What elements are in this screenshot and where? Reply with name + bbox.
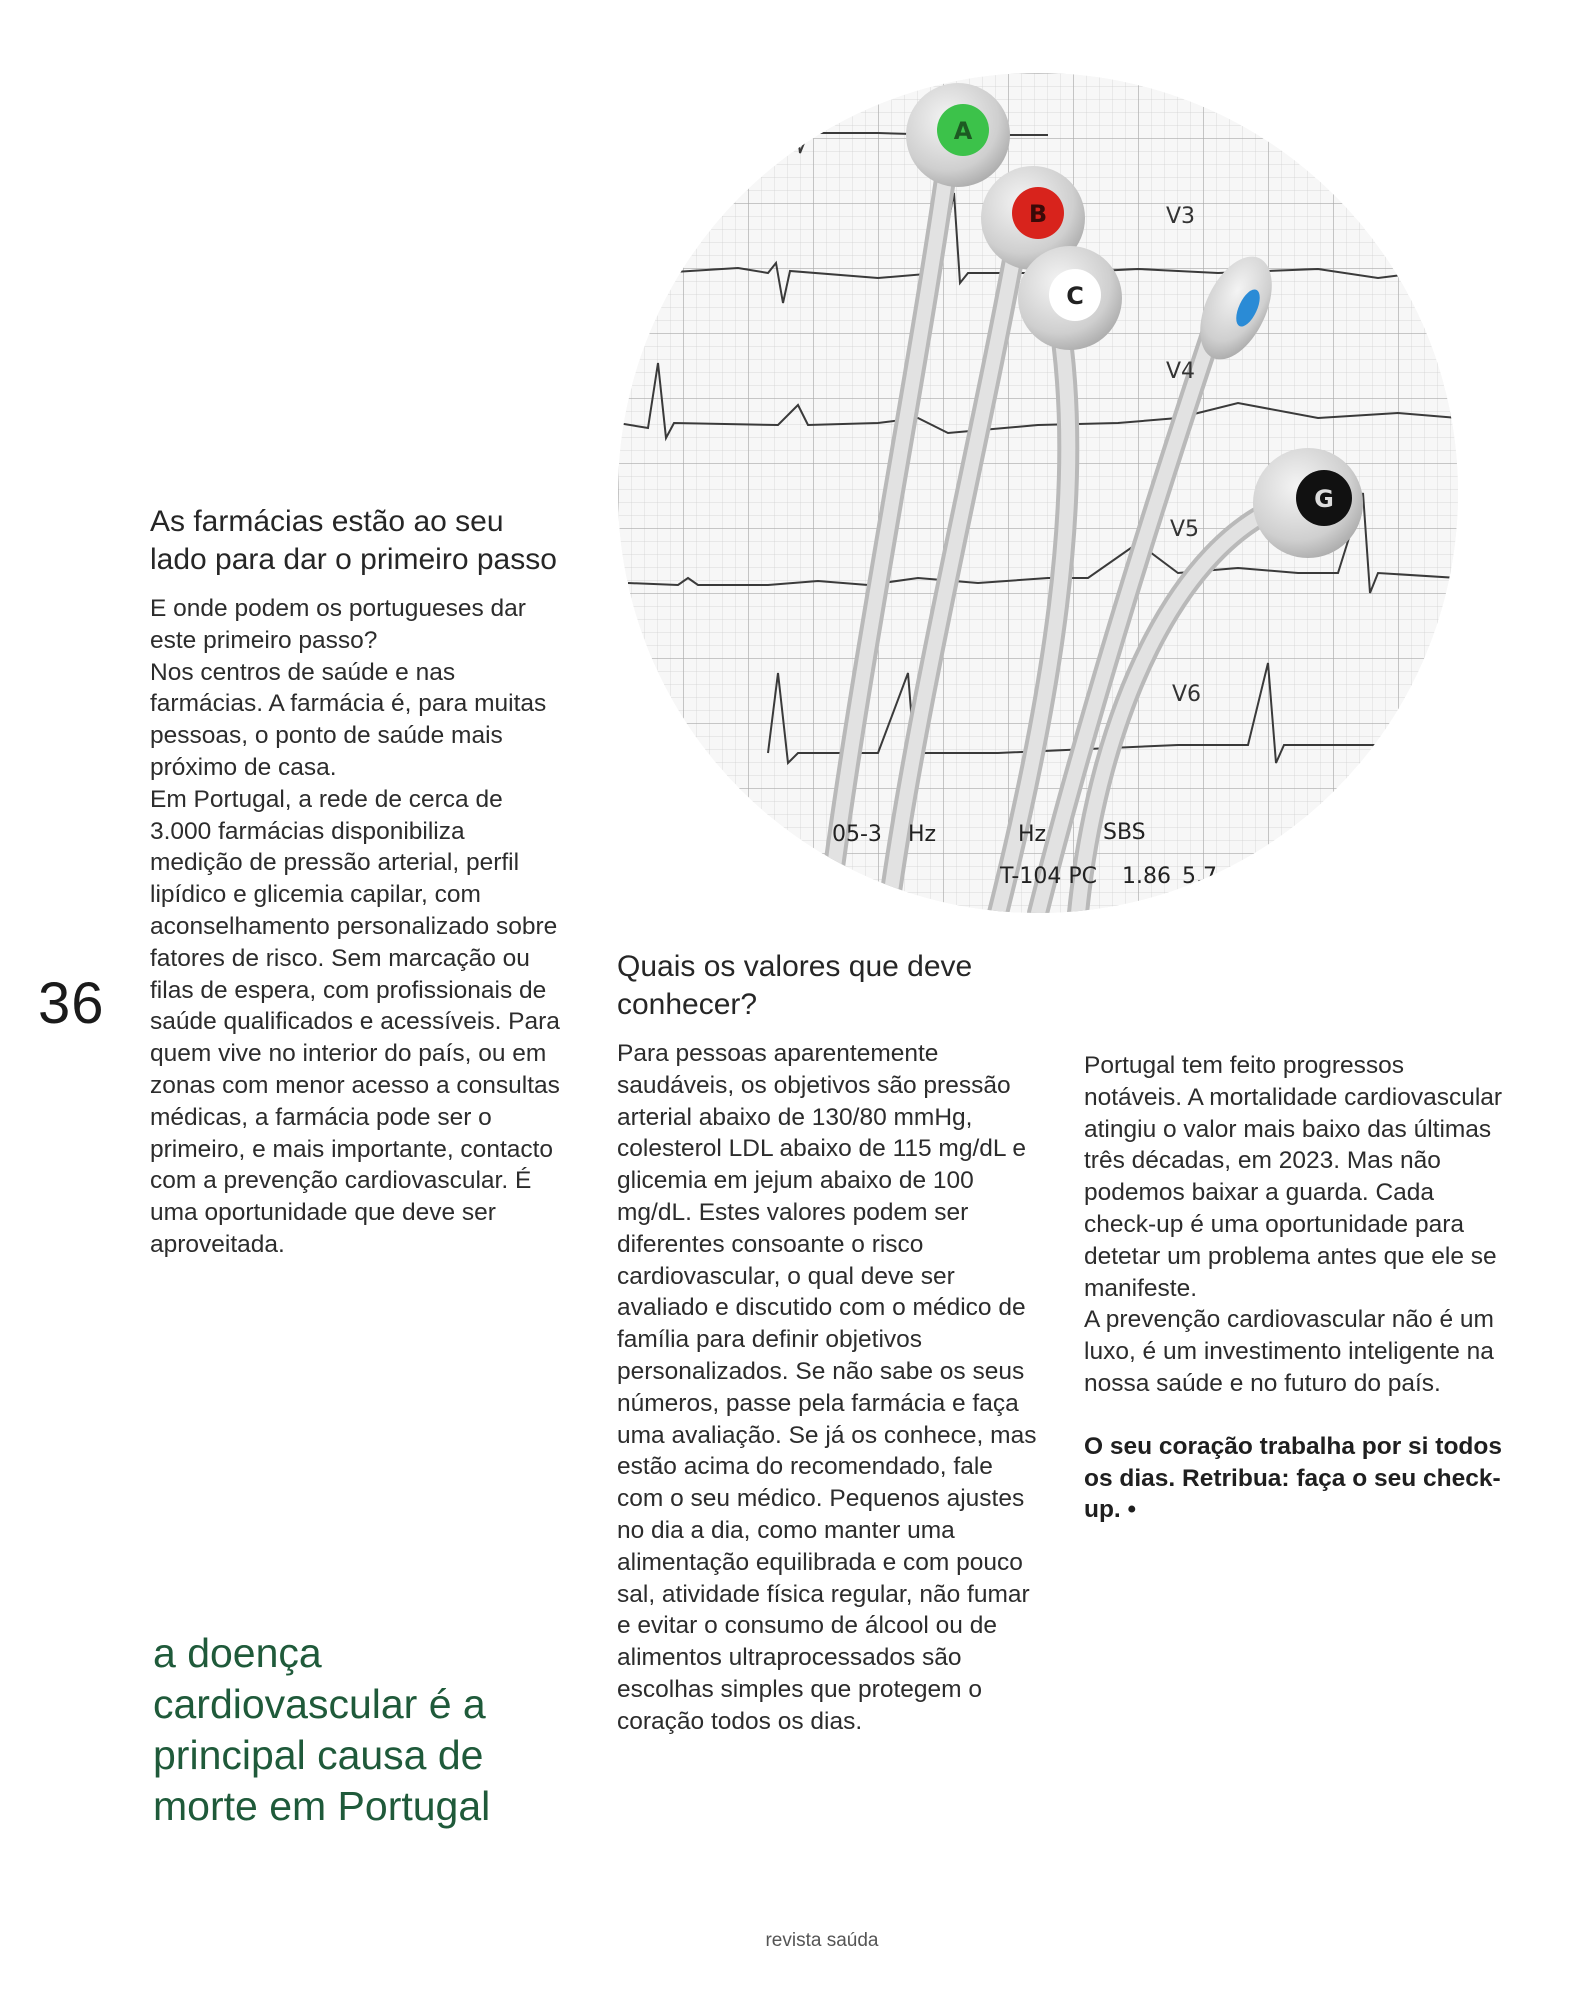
closing-statement: O seu coração trabalha por si todos os dias. Retribua: faça o seu check-up. • xyxy=(1084,1432,1502,1524)
paragraph: Em Portugal, a rede de cerca de 3.000 farmácias disponibiliza medição de pressão arterial, perfil lipídico e glicemia capilar, com aconselhamento personalizado sobre fatores de risco. Sem marcação ou filas de espera, com profissionais de saúde qualificados e acessíveis. Para quem vive no interior do país, ou em zonas com menor acesso a consultas médicas, a farmácia pode ser o primeiro, e mais importante, contacto com a prevenção cardiovascular. É uma oportunidade que deve ser aproveitada. xyxy=(150,785,560,1258)
svg-text:B: B xyxy=(1028,200,1048,228)
column-2 xyxy=(617,948,1037,1738)
svg-text:V6: V6 xyxy=(1172,682,1202,707)
magazine-name: revista saúda xyxy=(765,1930,879,1951)
svg-text:5.7: 5.7 xyxy=(1182,864,1217,889)
pull-quote: a doença cardiovascular é a principal causa de morte em Portugal xyxy=(153,1630,491,1829)
svg-text:Hz: Hz xyxy=(908,822,937,847)
section-heading-pharmacies: As farmácias estão ao seu lado para dar o primeiro passo xyxy=(150,505,557,576)
svg-text:V3: V3 xyxy=(1166,204,1196,229)
paragraph: E onde podem os portugueses dar este primeiro passo? xyxy=(150,595,526,654)
svg-text:05-3: 05-3 xyxy=(832,822,882,847)
paragraph: A prevenção cardiovascular não é um luxo, é um investimento inteligente na nossa saúde e no futuro do país. xyxy=(1084,1306,1494,1397)
column-1 xyxy=(150,503,560,1261)
svg-text:1.86: 1.86 xyxy=(1122,864,1171,889)
section-heading-values: Quais os valores que deve conhecer? xyxy=(617,950,973,1021)
svg-text:G: G xyxy=(1314,485,1334,513)
svg-text:A: A xyxy=(953,117,973,145)
column-2-body xyxy=(617,1038,1037,1738)
svg-text:T-104 PC: T-104 PC xyxy=(1000,864,1097,889)
column-3-body xyxy=(1084,1050,1504,1400)
page-number: 36 xyxy=(38,971,105,1036)
footer xyxy=(0,1930,1584,1952)
svg-text:C: C xyxy=(1066,282,1084,310)
paragraph: Nos centros de saúde e nas farmácias. A farmácia é, para muitas pessoas, o ponto de saúde mais próximo de casa. xyxy=(150,658,547,781)
paragraph: Para pessoas aparentemente saudáveis, os objetivos são pressão arterial abaixo de 130/80 mmHg, colesterol LDL abaixo de 115 mg/dL e glicemia em jejum abaixo de 100 mg/dL. Estes valores podem ser diferentes consoante o risco cardiovascular, o qual deve ser avaliado e discutido com o médico de família para definir objetivos personalizados. Se não sabe os seus números, passe pela farmácia e faça uma avaliação. Se já os conhece, mas estão acima do recomendado, fale com o seu médico. Pequenos ajustes no dia a dia, como manter uma alimentação equilibrada e com pouco sal, atividade física regular, não fumar e evitar o consumo de álcool ou de alimentos ultraprocessados são escolhas simples que protegem o coração todos os dias. xyxy=(617,1040,1037,1735)
svg-text:V4: V4 xyxy=(1166,359,1196,384)
svg-text:V5: V5 xyxy=(1170,517,1200,542)
column-1-body xyxy=(150,593,560,1261)
svg-text:SBS: SBS xyxy=(1103,820,1146,845)
paragraph: Portugal tem feito progressos notáveis. A mortalidade cardiovascular atingiu o valor mais baixo das últimas três décadas, em 2023. Mas não podemos baixar a guarda. Cada check-up é uma oportunidade para detetar um problema antes que ele se manifeste. xyxy=(1084,1052,1503,1302)
column-3 xyxy=(1084,1050,1504,1526)
svg-text:Hz: Hz xyxy=(1018,822,1047,847)
ecg-photo xyxy=(618,73,1458,913)
